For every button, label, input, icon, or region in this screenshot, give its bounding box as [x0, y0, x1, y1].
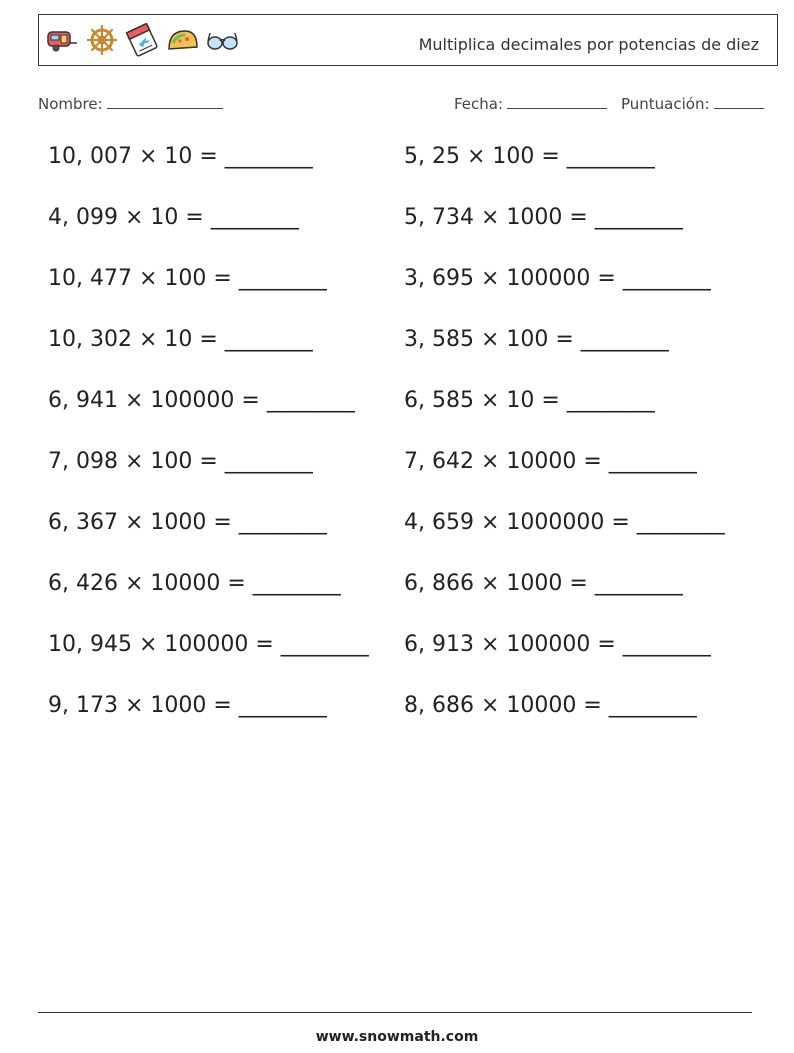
name-blank[interactable] — [107, 94, 223, 109]
score-field — [621, 94, 764, 113]
problem-left: 10, 477 × 100 = ________ — [48, 266, 327, 291]
problem-row — [48, 510, 768, 550]
problem-row — [48, 571, 768, 611]
problem-right: 4, 659 × 1000000 = ________ — [404, 510, 725, 535]
problem-left: 9, 173 × 1000 = ________ — [48, 693, 327, 718]
date-blank[interactable] — [507, 94, 607, 109]
problem-row — [48, 693, 768, 733]
problem-right: 6, 866 × 1000 = ________ — [404, 571, 683, 596]
score-blank[interactable] — [714, 94, 764, 109]
problem-right: 3, 695 × 100000 = ________ — [404, 266, 711, 291]
problem-left: 7, 098 × 100 = ________ — [48, 449, 313, 474]
glasses-icon — [205, 23, 239, 57]
problem-right: 6, 585 × 10 = ________ — [404, 388, 655, 413]
name-label: Nombre: — [38, 95, 103, 113]
taco-icon — [165, 23, 199, 57]
camper-trailer-icon — [45, 23, 79, 57]
problem-right: 5, 734 × 1000 = ________ — [404, 205, 683, 230]
ship-wheel-icon — [85, 23, 119, 57]
problem-left: 10, 007 × 10 = ________ — [48, 144, 313, 169]
date-label: Fecha: — [454, 95, 504, 113]
problem-left: 6, 426 × 10000 = ________ — [48, 571, 341, 596]
problem-right: 5, 25 × 100 = ________ — [404, 144, 655, 169]
boarding-pass-icon — [125, 23, 159, 57]
worksheet-title: Multiplica decimales por potencias de diez — [418, 35, 759, 54]
problem-left: 6, 367 × 1000 = ________ — [48, 510, 327, 535]
problem-right: 7, 642 × 10000 = ________ — [404, 449, 697, 474]
footer-site-link[interactable]: www.snowmath.com — [315, 1029, 479, 1045]
problem-right: 6, 913 × 100000 = ________ — [404, 632, 711, 657]
problem-right: 8, 686 × 10000 = ________ — [404, 693, 697, 718]
name-field — [38, 94, 223, 113]
problem-row — [48, 144, 768, 184]
score-label: Puntuación: — [621, 95, 710, 113]
problem-left: 6, 941 × 100000 = ________ — [48, 388, 355, 413]
problem-left: 10, 302 × 10 = ________ — [48, 327, 313, 352]
date-field — [454, 94, 607, 113]
worksheet-header — [38, 14, 778, 66]
problem-row — [48, 449, 768, 489]
problem-left: 4, 099 × 10 = ________ — [48, 205, 299, 230]
header-icons — [45, 23, 239, 59]
problem-row — [48, 632, 768, 672]
problem-row — [48, 205, 768, 245]
problem-right: 3, 585 × 100 = ________ — [404, 327, 669, 352]
problem-left: 10, 945 × 100000 = ________ — [48, 632, 369, 657]
footer-divider — [38, 1012, 752, 1013]
problem-row — [48, 266, 768, 306]
problem-row — [48, 327, 768, 367]
problem-row — [48, 388, 768, 428]
